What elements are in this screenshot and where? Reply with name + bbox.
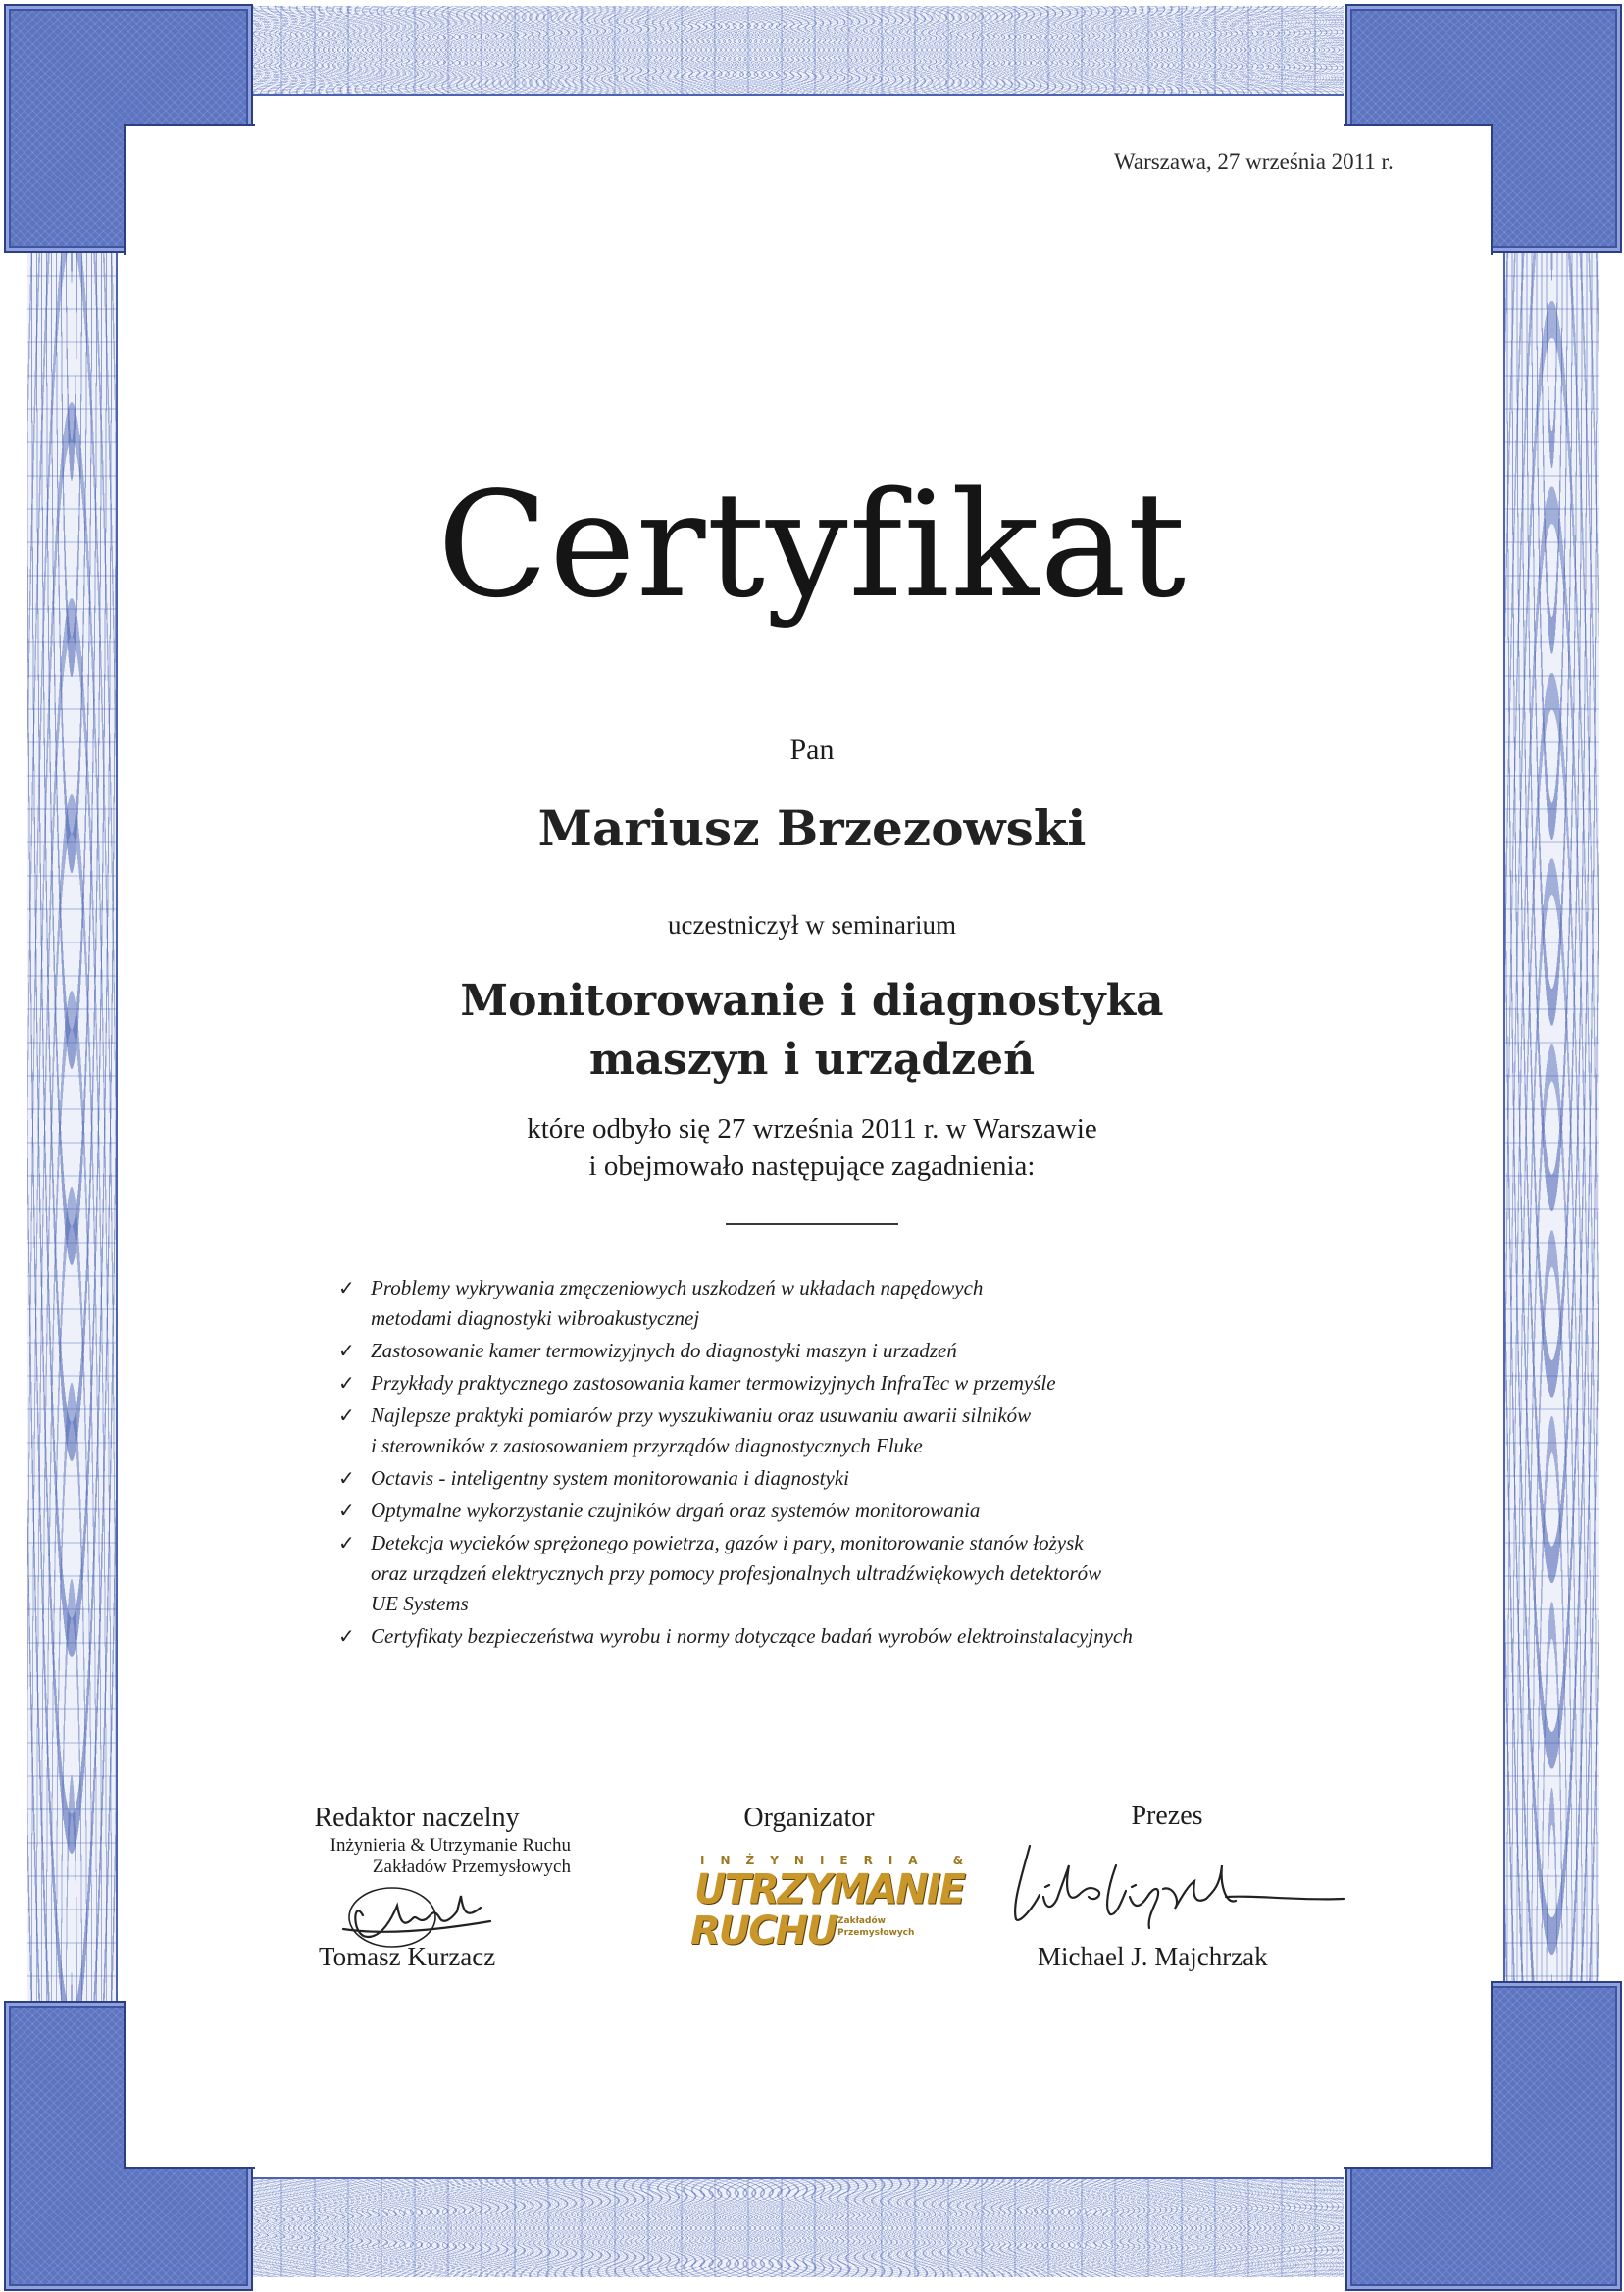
topic-item [333, 1496, 1324, 1526]
logo-side-1: Zakładów [837, 1916, 886, 1926]
topic-text: i sterowników z zastosowaniem przyrządów diagnostycznych Fluke [371, 1434, 923, 1457]
topic-item [333, 1273, 1324, 1334]
checkmark-icon: ✓ [338, 1466, 355, 1490]
corner-ornament-top-right [1344, 0, 1624, 255]
president-signature [1000, 1826, 1373, 1934]
editor-org-line-1: Inżynieria & Utrzymanie Ruchu [330, 1835, 571, 1856]
logo-main-2: RUCHU [690, 1909, 837, 1954]
topic-item [333, 1368, 1324, 1399]
seminar-title-line-1: Monitorowanie i diagnostyka [460, 976, 1164, 1026]
topic-item [333, 1401, 1324, 1461]
seminar-title-line-2: maszyn i urządzeń [588, 1035, 1036, 1085]
border-rule [147, 2177, 1344, 2179]
seminar-details-line-1: które odbyło się 27 września 2011 r. w Warszawie [527, 1113, 1097, 1145]
border-bottom [147, 2179, 1344, 2277]
topic-text: oraz urządzeń elektrycznych przy pomocy profesjonalnych ultradźwiękowych detektorów [371, 1561, 1102, 1585]
topic-item [333, 1463, 1324, 1494]
topic-item [333, 1528, 1324, 1619]
checkmark-icon: ✓ [338, 1531, 355, 1554]
place-date: Warszawa, 27 września 2011 r. [1114, 149, 1394, 174]
logo-main-1: UTRZYMANIE [694, 1865, 964, 1914]
divider [726, 1223, 898, 1225]
editor-role: Redaktor naczelny [314, 1803, 520, 1833]
organizer-logo [679, 1854, 980, 1961]
checkmark-icon: ✓ [338, 1499, 355, 1522]
border-rule [147, 94, 1344, 96]
checkmark-icon: ✓ [338, 1371, 355, 1395]
certificate-title: Certyfikat [436, 461, 1188, 630]
checkmark-icon: ✓ [338, 1403, 355, 1427]
topic-text: Detekcja wycieków sprężonego powietrza, gazów i pary, monitorowanie stanów łożysk [371, 1531, 1084, 1554]
topics-list [333, 1273, 1324, 1654]
editor-name: Tomasz Kurzacz [319, 1942, 496, 1971]
editor-org-line-2: Zakładów Przemysłowych [372, 1857, 571, 1877]
corner-ornament-bottom-right [1344, 1981, 1624, 2292]
logo-side-2: Przemysłowych [837, 1928, 915, 1938]
topic-text: Certyfikaty bezpieczeństwa wyrobu i normy dotyczące badań wyrobów elektroinstalacyjnych [371, 1624, 1133, 1648]
topic-text: Najlepsze praktyki pomiarów przy wyszukiwaniu oraz usuwaniu awarii silników [371, 1403, 1032, 1427]
topic-text: metodami diagnostyki wibroakustycznej [371, 1306, 700, 1330]
topic-text: Octavis - inteligentny system monitorowania i diagnostyki [371, 1466, 849, 1490]
logo-top-text: INŻYNIERIA & [700, 1854, 980, 1867]
president-name: Michael J. Majchrzak [1038, 1942, 1268, 1971]
president-role: Prezes [1131, 1801, 1203, 1831]
salutation: Pan [789, 734, 835, 766]
checkmark-icon: ✓ [338, 1339, 355, 1362]
checkmark-icon: ✓ [338, 1624, 355, 1648]
recipient-name: Mariusz Brzezowski [537, 799, 1087, 857]
topic-text: Optymalne wykorzystanie czujników drgań oraz systemów monitorowania [371, 1499, 981, 1522]
topic-text: Problemy wykrywania zmęczeniowych uszkodzeń w układach napędowych [371, 1276, 984, 1299]
topic-item [333, 1336, 1324, 1366]
seminar-details-line-2: i obejmowało następujące zagadnienia: [588, 1150, 1036, 1182]
topic-text: Przykłady praktycznego zastosowania kamer termowizyjnych InfraTec w przemyśle [371, 1371, 1056, 1395]
topic-text: UE Systems [371, 1592, 469, 1615]
corner-ornament-top-left [0, 0, 255, 255]
organizer-role: Organizator [743, 1803, 875, 1833]
border-top [147, 6, 1344, 94]
participation-text: uczestniczył w seminarium [668, 910, 956, 940]
checkmark-icon: ✓ [338, 1276, 355, 1299]
topic-item [333, 1621, 1324, 1652]
topic-text: Zastosowanie kamer termowizyjnych do diagnostyki maszyn i urzadzeń [371, 1339, 957, 1362]
corner-ornament-bottom-left [0, 2001, 255, 2292]
